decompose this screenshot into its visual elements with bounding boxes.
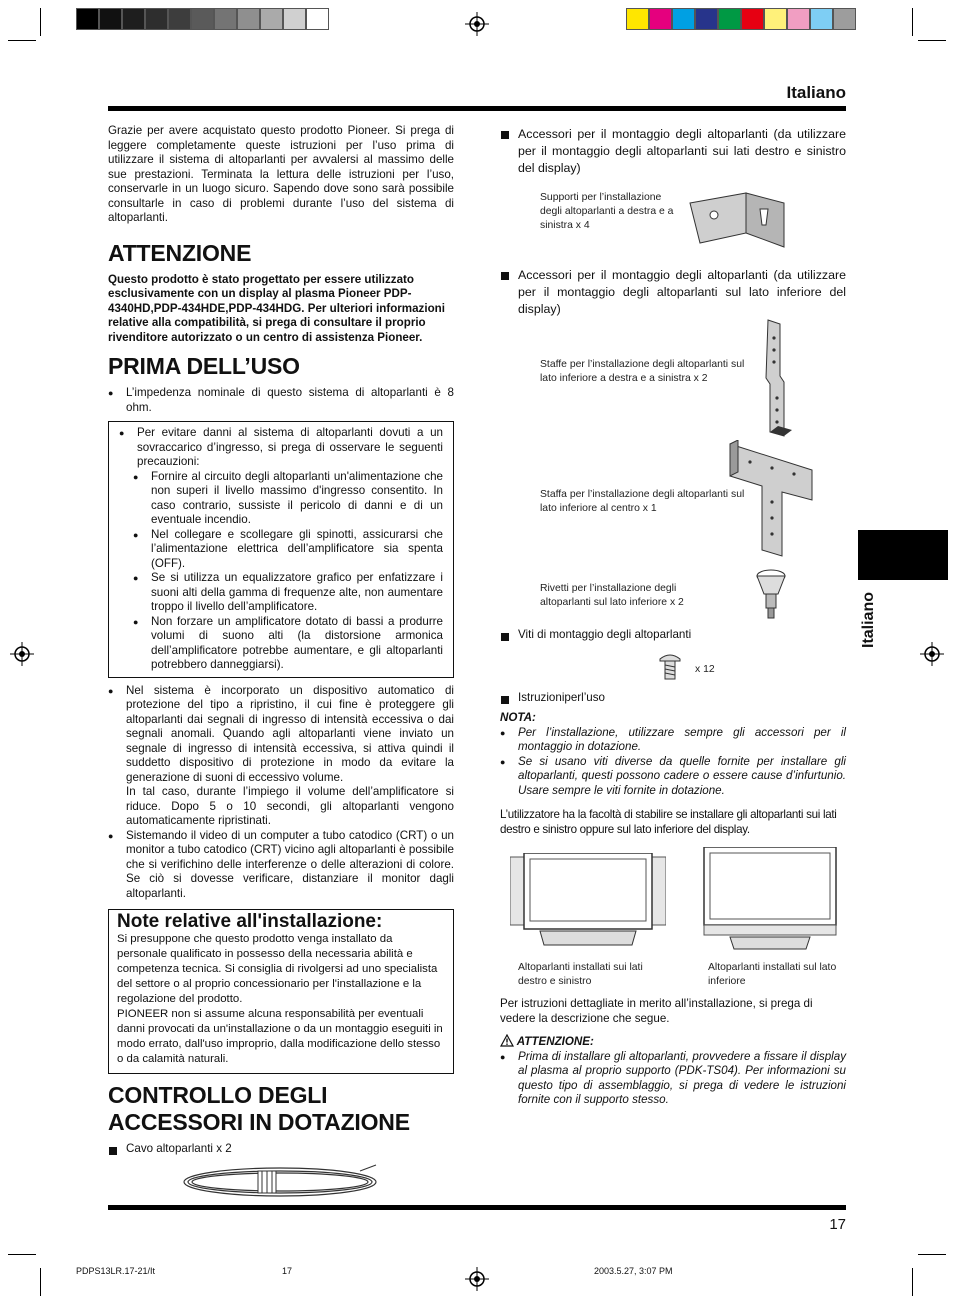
gray-swatch bbox=[237, 8, 260, 30]
list-item: ● Per evitare danni al sistema di altoparlanti dovuti a un sovraccarico d’ingresso, si prega di osservare le seguenti precauzioni: bbox=[119, 426, 443, 470]
attenzione-heading: ATTENZIONE bbox=[108, 239, 252, 266]
note-text: PIONEER non si assume alcuna responsabilità per eventuali danni provocati da un'installazione o da un montaggio eseguiti in modo errato, dall'uso improprio, dalla modificazione dello stesso o da calamità naturali. bbox=[117, 1008, 443, 1065]
center-bracket-illustration bbox=[726, 440, 816, 560]
side-install-caption: Altoparlanti installati sui lati destro e sinistro bbox=[518, 962, 643, 987]
installation-choice-text: L’utilizzatore ha la facoltà di stabilire se installare gli altoparlanti sui lati destro e sinistro oppure sul lato inferiore del display. bbox=[500, 808, 837, 836]
side-bracket-illustration bbox=[686, 185, 796, 251]
registration-mark-icon bbox=[10, 642, 34, 666]
color-swatch bbox=[741, 8, 764, 30]
crop-mark bbox=[912, 1268, 913, 1296]
crop-mark bbox=[8, 40, 36, 41]
color-swatch bbox=[764, 8, 787, 30]
color-swatch bbox=[649, 8, 672, 30]
list-item: ● Prima di installare gli altoparlanti, provvedere a fissare il display al plasma al proprio supporto (PDK-TS04). Per informazioni su questo tipo di assemblaggio, si prega di vedere le istruzioni fornite con il supporto stesso. bbox=[500, 1050, 846, 1108]
footer-page: 17 bbox=[282, 1266, 293, 1276]
color-swatch bbox=[787, 8, 810, 30]
gray-swatch bbox=[122, 8, 145, 30]
page-number: 17 bbox=[829, 1216, 846, 1233]
controllo-heading: CONTROLLO DEGLI ACCESSORI IN DOTAZIONE bbox=[108, 1082, 410, 1135]
list-item: ● Fornire al circuito degli altoparlanti un'alimentazione che non superi il livello massimo d'ingresso consentito. In caso contrario, sussiste il pericolo di danni e di un eventuale incendio. bbox=[119, 470, 443, 528]
warning-icon bbox=[500, 1034, 514, 1047]
footer-file: PDPS13LR.17-21/It bbox=[76, 1266, 156, 1276]
attenzione-text: Questo prodotto è stato progettato per essere utilizzato esclusivamente con un display al plasma Pioneer PDP-4340HD,PDP-434HDE,PDP-434HDG. Per ulteriori informazioni relative alla compatibilità, si prega di consultare il proprio rivenditore autorizzato o un centro di assistenza Pioneer. bbox=[108, 272, 445, 344]
side-language-label: Italiano bbox=[860, 592, 877, 649]
crop-mark bbox=[918, 40, 946, 41]
note-heading: Note relative all'installazione: bbox=[117, 911, 383, 932]
gray-swatch bbox=[168, 8, 191, 30]
intro-paragraph: Grazie per avere acquistato questo prodotto Pioneer. Si prega di leggere completamente queste istruzioni per l’uso prima di utilizzare il sistema di altoparlanti per avvalersi al massimo delle sue prestazioni. Terminata la lettura delle istruzioni per l’uso, conservarle in un luogo sicuro. Sapendo dove sono sarà possibile consultarle in caso di problemi durante l’uso del sistema di altoparlanti. bbox=[108, 124, 454, 224]
language-tab bbox=[858, 530, 948, 580]
detailed-instructions-text: Per istruzioni dettagliate in merito all’installazione, si prega di vedere la descrizione che segue. bbox=[500, 997, 813, 1025]
crop-mark bbox=[40, 1268, 41, 1296]
speaker-cable-illustration bbox=[180, 1163, 380, 1201]
side-speakers-display-illustration bbox=[510, 853, 666, 949]
list-item: ● Se si utilizza un equalizzatore grafico per enfatizzare i suoni alti della gamma di frequenze alte, non aumentare troppo il livello dell’amplificatore. bbox=[119, 571, 443, 615]
color-swatch bbox=[833, 8, 856, 30]
list-item: ● Nel sistema è incorporato un dispositivo automatico di protezione del tipo a ripristino, il cui fine è proteggere gli altoparlanti dai segnali di ingresso di intensità eccessiva o dai segnali anomali. Quando agli altoparlanti viene inviato un segnale di ingresso di intensità eccessiva, si attiva quindi il suddetto dispositivo di protezione in modo da evitare la generazione di suoni di eccessivo volume. bbox=[108, 684, 454, 786]
note-text: Si presuppone che questo prodotto venga installato da personale qualificato in possesso della necessaria abilità e competenza tecnica. Si consiglia di rivolgersi ad uno specialista del settore o al proprio concessionario per l'installazione e la regolazione del prodotto. bbox=[117, 933, 438, 1005]
list-item: ● Nel collegare e scollegare gli spinotti, assicurarsi che l’alimentazione elettrica dell’amplificatore sia spenta (OFF). bbox=[119, 528, 443, 572]
gray-swatch bbox=[306, 8, 329, 30]
list-item: Istruzioniperl’uso bbox=[500, 691, 846, 706]
footer-date: 2003.5.27, 3:07 PM bbox=[594, 1266, 673, 1276]
precautions-box bbox=[108, 421, 454, 678]
bottom-brackets-item bbox=[500, 318, 846, 628]
registration-mark-icon bbox=[920, 642, 944, 666]
grayscale-color-bar bbox=[76, 8, 329, 30]
color-swatch bbox=[626, 8, 649, 30]
attention-heading bbox=[500, 1034, 846, 1050]
installation-note-box bbox=[108, 909, 454, 1074]
staffe-caption: Staffe per l’installazione degli altoparlanti sul lato inferiore a destra e a sinistra x 2 bbox=[540, 359, 745, 384]
gray-swatch bbox=[145, 8, 168, 30]
crop-mark bbox=[918, 1254, 946, 1255]
side-bracket-item bbox=[500, 185, 846, 263]
rivet-illustration bbox=[754, 568, 788, 620]
list-item: ● Sistemando il video di un computer a tubo catodico (CRT) o un monitor a tubo catodico (CRT) vicino agli altoparlanti è possibile che si verifichino delle interferenze o delle alterazioni di colore. Se ciò si dovesse verificare, distanziare il monitor dagli altoparlanti. bbox=[108, 829, 454, 902]
supporti-caption: Supporti per l’installazione degli altoparlanti a destra e a sinistra x 4 bbox=[540, 192, 674, 231]
crop-mark bbox=[40, 8, 41, 36]
staffa-caption: Staffa per l’installazione degli altoparlanti sul lato inferiore al centro x 1 bbox=[540, 489, 745, 514]
list-item: ● L’impedenza nominale di questo sistema di altoparlanti è 8 ohm. bbox=[108, 386, 454, 415]
list-item: ● Per l’installazione, utilizzare sempre gli accessori per il montaggio in dotazione. bbox=[500, 726, 846, 755]
nota-heading: NOTA: bbox=[500, 711, 536, 724]
right-column bbox=[500, 126, 846, 1108]
process-color-bar bbox=[626, 8, 856, 30]
bottom-bracket-illustration bbox=[750, 318, 800, 442]
registration-mark-icon bbox=[465, 12, 489, 36]
bottom-install-caption: Altoparlanti installati sul lato inferiore bbox=[708, 962, 837, 987]
gray-swatch bbox=[99, 8, 122, 30]
list-item: Cavo altoparlanti x 2 bbox=[108, 1142, 454, 1157]
color-swatch bbox=[810, 8, 833, 30]
screw-icon bbox=[658, 653, 682, 681]
screw-item bbox=[500, 643, 846, 685]
gray-swatch bbox=[214, 8, 237, 30]
bottom-speakers-display-illustration bbox=[702, 847, 838, 951]
installation-illustrations bbox=[500, 847, 846, 997]
list-item: ● Se si usano viti diverse da quelle fornite per installare gli altoparlanti, questi possono cadere o essere cause d’infurtunio. Usare sempre le viti fornite in dotazione. bbox=[500, 755, 846, 799]
list-item-continuation: In tal caso, durante l’impiego il volume dell’amplificatore si riduce. Dopo 5 o 10 secondi, gli altoparlanti vengono automaticamente ripristinati. bbox=[126, 785, 454, 827]
color-swatch bbox=[695, 8, 718, 30]
top-rule bbox=[108, 106, 846, 111]
gray-swatch bbox=[283, 8, 306, 30]
list-item: Accessori per il montaggio degli altoparlanti (da utilizzare per il montaggio degli altoparlanti sul lato inferiore del display) bbox=[500, 267, 846, 318]
gray-swatch bbox=[260, 8, 283, 30]
color-swatch bbox=[672, 8, 695, 30]
left-column bbox=[108, 124, 454, 1205]
bottom-rule bbox=[108, 1205, 846, 1210]
list-item: Viti di montaggio degli altoparlanti bbox=[500, 628, 846, 643]
screw-quantity: x 12 bbox=[695, 663, 715, 675]
crop-mark bbox=[8, 1254, 36, 1255]
rivetti-caption: Rivetti per l’installazione degli altoparlanti sul lato inferiore x 2 bbox=[540, 583, 684, 608]
gray-swatch bbox=[191, 8, 214, 30]
attention-title: ATTENZIONE: bbox=[516, 1035, 594, 1048]
gray-swatch bbox=[76, 8, 99, 30]
prima-heading: PRIMA DELL’USO bbox=[108, 353, 300, 379]
crop-mark bbox=[912, 8, 913, 36]
list-item: Accessori per il montaggio degli altoparlanti (da utilizzare per il montaggio degli altoparlanti sui lati destro e sinistro del display) bbox=[500, 126, 846, 177]
registration-mark-icon bbox=[465, 1267, 489, 1291]
language-heading: Italiano bbox=[786, 83, 846, 102]
list-item: ● Non forzare un amplificatore dotato di bassi a produrre volumi di suono alti (la distorsione armonica dell’amplificatore potrebbe aumentare, e gli altoparlanti potrebbero danneggiarsi). bbox=[119, 615, 443, 673]
color-swatch bbox=[718, 8, 741, 30]
